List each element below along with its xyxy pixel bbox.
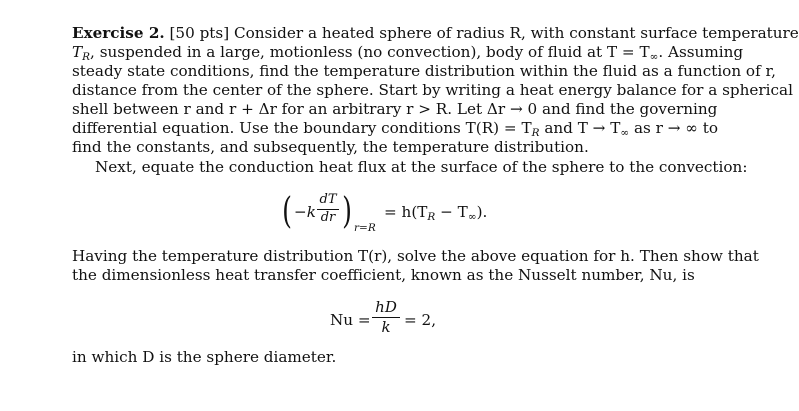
fraction-numerator: dT <box>319 192 337 207</box>
paragraph-1-line-3: steady state conditions, find the temperature distribution within the fluid as a function of r, <box>72 62 776 80</box>
equation-rhs <box>384 203 487 223</box>
exercise-points: [50 pts] <box>169 24 230 42</box>
evaluation-point: r=R <box>354 222 376 234</box>
nusselt-fraction <box>372 299 400 335</box>
text-fragment: differential equation. Use the boundary conditions T(R) = T <box>72 119 532 137</box>
nusselt-rhs: = 2, <box>404 311 437 329</box>
subscript: R <box>531 127 540 139</box>
text-fragment: T <box>72 43 83 61</box>
paragraph-1-line-5: shell between r and r + Δr for an arbitrary r > R. Let Δr → 0 and find the governing <box>72 100 718 118</box>
minus-k: −k <box>294 203 316 221</box>
paragraph-1-line-1 <box>72 24 799 43</box>
subscript: ∞ <box>467 211 477 223</box>
paragraph-1-line-7: find the constants, and subsequently, the temperature distribution. <box>72 138 589 156</box>
subscript: R <box>82 51 91 63</box>
text-fragment: as r → ∞ to <box>629 119 718 137</box>
derivative-fraction <box>317 193 339 225</box>
paragraph-4-line-1: in which D is the sphere diameter. <box>72 348 337 366</box>
fraction-denominator: k <box>381 318 391 336</box>
paragraph-3-line-2: the dimensionless heat transfer coefficient, known as the Nusselt number, Nu, is <box>72 266 695 284</box>
fraction-numerator: hD <box>375 298 397 316</box>
subscript: ∞ <box>620 127 630 139</box>
paragraph-1-text: Consider a heated sphere of radius R, with constant surface temperature <box>233 24 799 42</box>
text-fragment: . Assuming <box>658 43 744 61</box>
text-fragment: = h(T <box>384 203 428 221</box>
text-fragment: , suspended in a large, motionless (no convection), body of fluid at T = T <box>90 43 650 61</box>
paragraph-1-line-4: distance from the center of the sphere. Start by writing a heat energy balance for a spherical <box>72 81 793 99</box>
equation-heat-flux <box>284 190 544 238</box>
paragraph-3-line-1: Having the temperature distribution T(r), solve the above equation for h. Then show that <box>72 247 759 265</box>
exercise-title: Exercise 2. <box>72 24 165 42</box>
text-fragment: ). <box>476 203 488 221</box>
nusselt-lhs: Nu = <box>330 311 371 329</box>
text-fragment: and T → T <box>539 119 621 137</box>
open-paren: ( <box>282 191 292 232</box>
close-paren: ) <box>342 191 352 232</box>
subscript: ∞ <box>649 51 659 63</box>
subscript: R <box>427 211 436 223</box>
fraction-denominator: dr <box>320 210 336 225</box>
paragraph-2-line-1: Next, equate the conduction heat flux at the surface of the sphere to the convection: <box>95 158 748 176</box>
equation-nusselt <box>330 298 490 340</box>
text-fragment: − T <box>435 203 468 221</box>
